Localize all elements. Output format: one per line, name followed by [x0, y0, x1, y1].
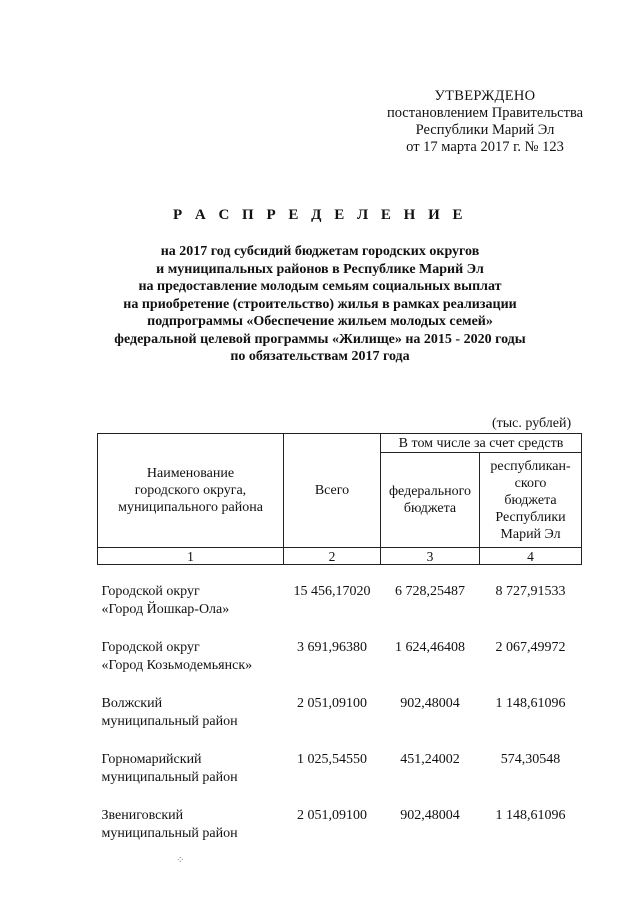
row-federal: 1 624,46408 — [395, 640, 465, 655]
row-name-line: Горномарийский — [101, 752, 202, 767]
subtitle-line: по обязательствам 2017 года — [230, 349, 410, 364]
row-name-line: Городской округ — [101, 584, 200, 599]
table-row — [98, 583, 582, 639]
row-total: 2 051,09100 — [297, 696, 367, 711]
row-republic: 1 148,61096 — [495, 808, 566, 823]
approval-decree-line: постановлением Правительства — [386, 105, 584, 121]
header-federal-line: бюджета — [403, 501, 457, 516]
header-total: Всего — [284, 434, 381, 548]
row-name-line: «Город Йошкар-Ола» — [101, 602, 230, 617]
distribution-table — [97, 433, 582, 863]
row-name-line: «Город Козьмодемьянск» — [101, 658, 253, 673]
header-republic-line: ского — [514, 475, 547, 491]
row-name — [98, 639, 284, 695]
approval-date-line: от 17 марта 2017 г. № 123 — [406, 139, 564, 155]
table-row — [98, 639, 582, 695]
header-republic-line: Республики — [495, 509, 566, 525]
header-republic-line: Марий Эл — [500, 526, 561, 542]
subtitle-line: федеральной целевой программы «Жилище» на 2015 - 2020 годы — [114, 331, 526, 347]
row-federal: 6 728,25487 — [395, 584, 465, 599]
subtitle-line: и муниципальных районов в Республике Марий Эл — [156, 261, 484, 277]
subtitle-line: подпрограммы «Обеспечение жильем молодых семей» — [147, 314, 493, 329]
row-republic: 1 148,61096 — [495, 696, 566, 711]
row-republic: 8 727,91533 — [495, 584, 566, 599]
header-including: В том числе за счет средств — [381, 434, 582, 453]
document-title: Р А С П Р Е Д Е Л Е Н И Е — [172, 207, 467, 223]
row-total: 3 691,96380 — [297, 640, 367, 655]
approval-republic-line: Республики Марий Эл — [415, 122, 555, 138]
row-name — [98, 807, 284, 863]
approval-block — [370, 88, 600, 156]
column-number: 1 — [98, 548, 284, 565]
row-total: 15 456,17020 — [293, 584, 371, 599]
subtitle-line: на приобретение (строительство) жилья в рамках реализации — [123, 296, 517, 312]
row-total: 1 025,54550 — [297, 752, 367, 767]
row-federal: 451,24002 — [400, 752, 460, 767]
header-federal-line: федерального — [388, 484, 472, 499]
table-row — [98, 751, 582, 807]
row-name-line: Звениговский — [101, 808, 184, 823]
scan-speck-icon: ⁘ — [176, 855, 185, 866]
row-name — [98, 695, 284, 751]
row-name — [98, 751, 284, 807]
header-name — [98, 434, 284, 548]
header-republic-line: бюджета — [504, 492, 557, 508]
row-republic: 574,30548 — [500, 752, 561, 767]
row-name-line: Городской округ — [101, 640, 200, 655]
row-republic: 2 067,49972 — [495, 640, 566, 655]
row-federal: 902,48004 — [400, 808, 460, 823]
row-name — [98, 583, 284, 639]
column-number: 3 — [381, 548, 480, 565]
header-federal — [381, 453, 480, 548]
header-name-line: городского округа, — [134, 483, 247, 498]
header-republic-line: республикан- — [490, 458, 571, 474]
document-subtitle — [60, 243, 580, 366]
header-name-line: муниципального района — [118, 500, 263, 515]
table-row — [98, 807, 582, 863]
header-republic — [480, 453, 582, 548]
approval-heading: УТВЕРЖДЕНО — [434, 88, 536, 104]
units-label: (тыс. рублей) — [492, 416, 572, 431]
row-federal: 902,48004 — [400, 696, 460, 711]
row-total: 2 051,09100 — [297, 808, 367, 823]
header-name-line: Наименование — [146, 466, 235, 481]
table-row — [98, 695, 582, 751]
row-name-line: Волжский — [101, 696, 163, 711]
row-name-line: муниципальный район — [101, 826, 238, 841]
row-name-line: муниципальный район — [101, 714, 238, 729]
subtitle-line: на 2017 год субсидий бюджетам городских округов — [160, 244, 480, 259]
subtitle-line: на предоставление молодым семьям социальных выплат — [138, 279, 502, 294]
column-number: 4 — [480, 548, 582, 565]
row-name-line: муниципальный район — [101, 770, 238, 785]
column-number: 2 — [284, 548, 381, 565]
